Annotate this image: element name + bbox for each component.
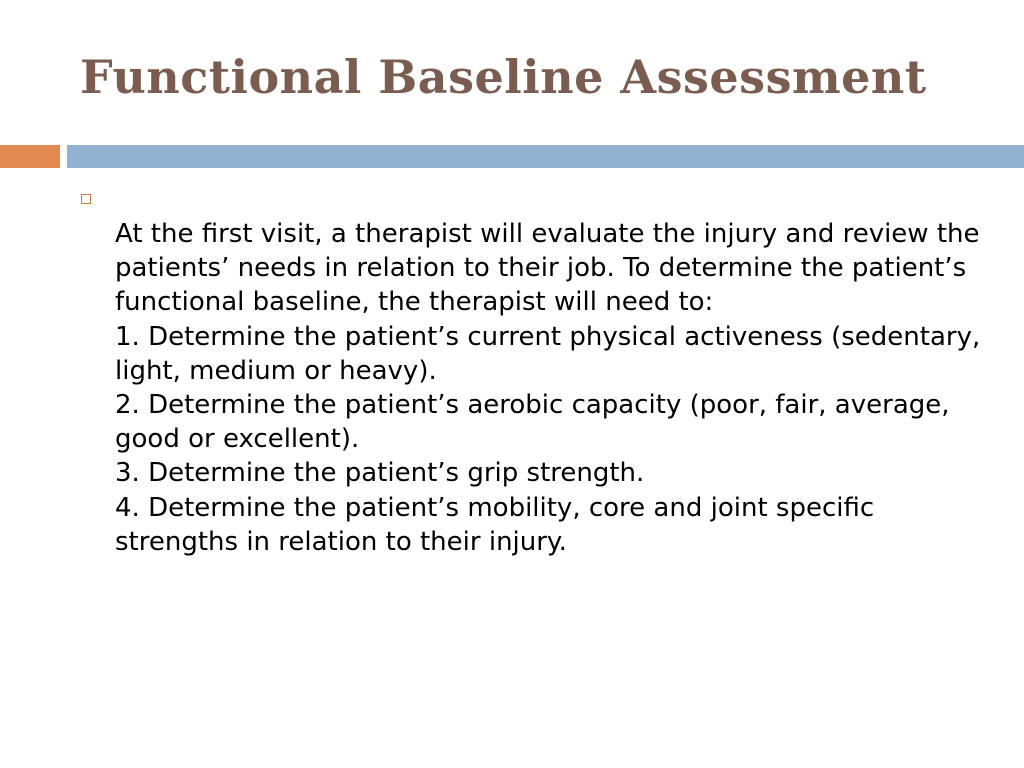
hollow-square-bullet-icon (81, 194, 91, 204)
step-item: 2. Determine the patient’s aerobic capacity (poor, fair, average, good or excellent). (115, 390, 950, 455)
intro-paragraph: At the first visit, a therapist will evaluate the injury and review the patients’ needs in relation to their job. To determine the patient’s functional baseline, the therapist will need to: (115, 219, 980, 318)
step-item: 4. Determine the patient’s mobility, core and joint specific strengths in relation to their injury. (115, 492, 875, 557)
slide-title: Functional Baseline Assessment (80, 50, 927, 104)
step-item: 1. Determine the patient’s current physical activeness (sedentary, light, medium or heavy). (115, 321, 981, 386)
bullet-body (115, 217, 995, 559)
accent-bar-orange (0, 145, 60, 168)
accent-bar-blue (67, 145, 1024, 168)
step-item: 3. Determine the patient’s grip strength. (115, 458, 645, 489)
